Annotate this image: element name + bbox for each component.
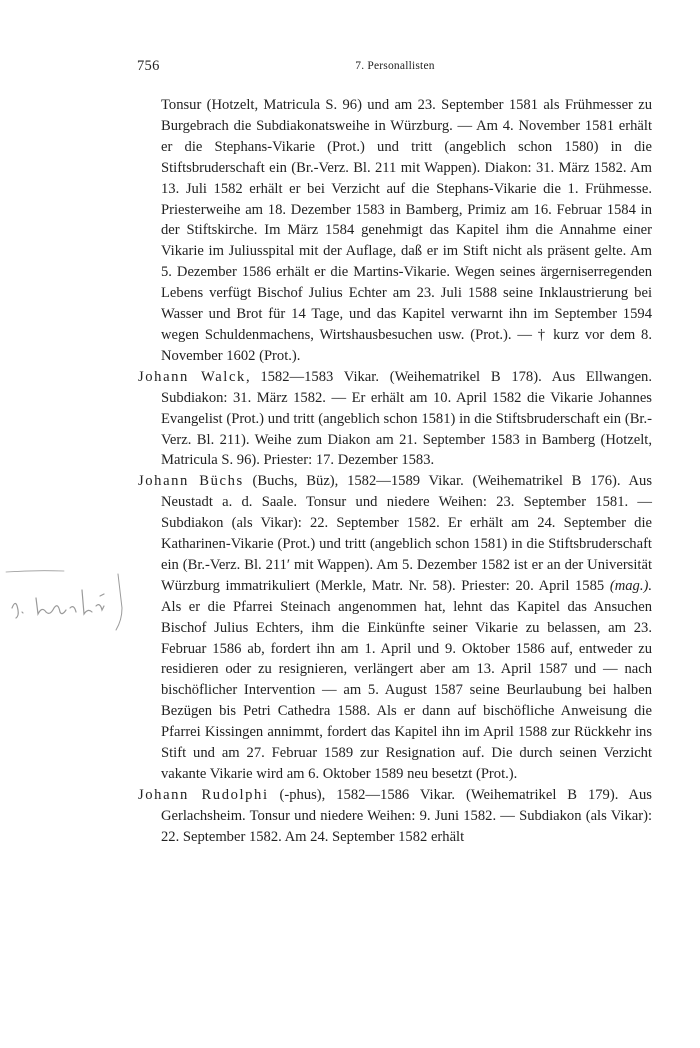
entry-johann-buechs — [138, 471, 652, 785]
handwritten-scribble — [4, 568, 129, 638]
entry-name: Johann Walck — [138, 368, 246, 385]
entry-name: Johann Rudolphi — [138, 786, 269, 803]
page-number: 756 — [137, 58, 160, 74]
entry-text-continued: Als er die Pfarrei Steinach angenommen hat, lehnt das Kapitel das Ansuchen Bischof Julius Echters, ihm die Einkünfte seiner Vikarie zu belassen, am 23. Februar 1586 ab, fordert ihn am 1. April und 9. Oktober 1586 auf, entweder zu residieren oder zu resignieren, verlängert aber am 13. April 1587 und — nach bischöflicher Intervention — am 5. August 1587 seine Beurlaubung bei halben Bezügen bis Petri Cathedra 1588. Als er dann auf bischöfliche Anweisung die Pfarrei Kissingen annimmt, fordert das Kapitel ihn im April 1588 zur Rückkehr ins Stift und am 27. Februar 1589 zur Resignation auf. Die durch seinen Verzicht vakante Vikarie wird am 6. Oktober 1589 neu besetzt (Prot.). — [161, 598, 652, 782]
entry-continuation — [138, 95, 652, 367]
entry-text: , 1582—1583 Vikar. (Weihematrikel B 178). Aus Ellwangen. Subdiakon: 31. März 1582. — Er erhält am 10. April 1582 die Vikarie Johannes Evangelist (Prot.) und tritt (angeblich schon 1581) in die Stiftsbruderschaft ein (Br.-Verz. Bl. 211). Weihe zum Diakon am 21. September 1583 in Bamberg (Hotzelt, Matricula S. 96). Priester: 17. Dezember 1583. — [161, 368, 652, 469]
entry-johann-rudolphi — [138, 785, 652, 848]
body-text — [138, 95, 652, 848]
entry-name: Johann Büchs — [138, 473, 244, 490]
entry-text: (-phus), 1582—1586 Vikar. (Weihematrikel B 179). Aus Gerlachsheim. Tonsur und niedere Weihen: 9. Juni 1582. — Subdiakon (als Vikar): 22. September 1582. Am 24. September 1582 erhält — [161, 786, 652, 845]
entry-johann-walck — [138, 367, 652, 472]
running-head: 7. Personallisten — [355, 60, 435, 72]
entry-text: Tonsur (Hotzelt, Matricula S. 96) und am 23. September 1581 als Frühmesser zu Burgebrach die Subdiakonatsweihe in Würzburg. — Am 4. November 1581 erhält er die Stephans-Vikarie (Prot.) und tritt (angeblich schon 1580) in die Stiftsbruderschaft ein (Br.-Verz. Bl. 211 mit Wappen). Diakon: 31. März 1582. Am 13. Juli 1582 erhält er bei Verzicht auf die Stephans-Vikarie die 1. Frühmesse. Priesterweihe am 18. Dezember 1583 in Bamberg, Primiz am 16. Februar 1584 in der Stiftskirche. Im März 1584 genehmigt das Kapitel ihm die Annahme einer Vikarie im Juliusspital mit der Auflage, daß er im Stift nicht als präsent gelte. Am 5. Dezember 1586 erhält er die Martins-Vikarie. Wegen seines ärgerniserregenden Lebens verfügt Bischof Julius Echter am 23. Juli 1588 seine Inklaustrierung bei Wasser und Brot für 14 Tage, und das Kapitel verwarnt ihn im September 1594 wegen Schuldenmachens, Wirtshausbesuchen usw. (Prot.). — † kurz vor dem 8. November 1602 (Prot.). — [161, 97, 652, 364]
entry-text: (Buchs, Büz), 1582—1589 Vikar. (Weihematrikel B 176). Aus Neustadt a. d. Saale. Tonsur und niedere Weihen: 23. September 1581. — Subdiakon (als Vikar): 22. September 1582. Er erhält am 24. September die Katharinen-Vikarie (Prot.) und tritt (angeblich schon 1581) in die Stiftsbruderschaft ein (Br.-Verz. Bl. 211′ mit Wappen). Am 5. Dezember 1582 ist er an der Universität Würzburg immatrikuliert (Merkle, Matr. Nr. 58). Priester: 20. April 1585 — [161, 473, 652, 594]
handwritten-margin-note — [4, 568, 129, 638]
entry-italic-note: (mag.). — [609, 577, 652, 594]
